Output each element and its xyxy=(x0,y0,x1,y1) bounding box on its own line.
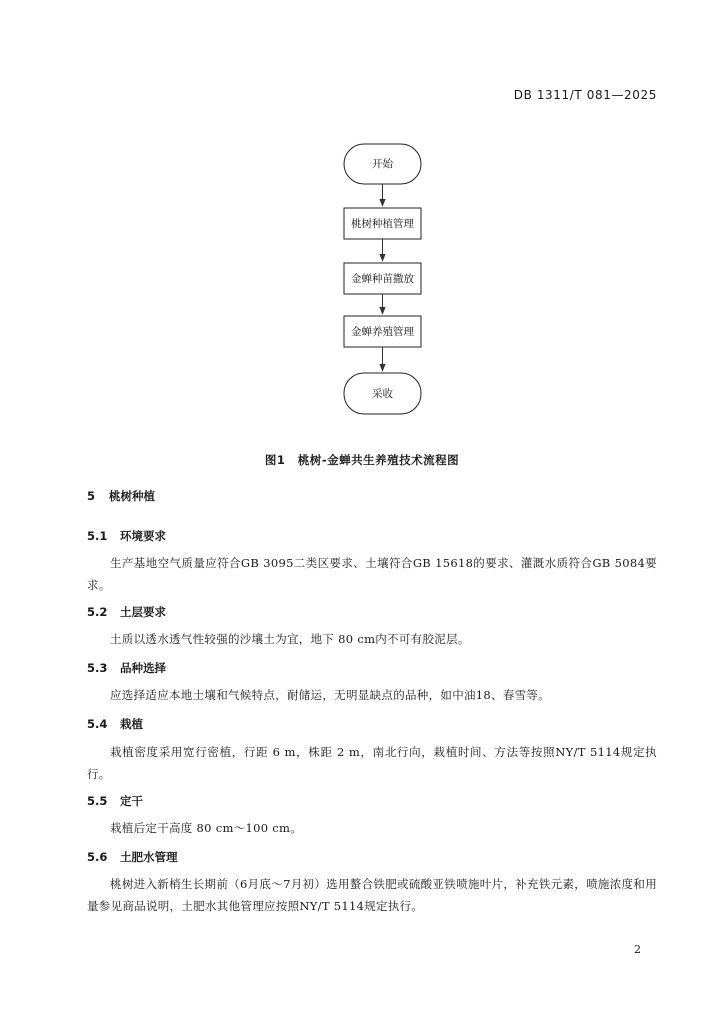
flow-step-label: 金蝉养殖管理 xyxy=(351,326,414,338)
subsection-heading xyxy=(87,793,143,809)
section-title: 桃树种植 xyxy=(109,489,155,503)
page-number: 2 xyxy=(634,943,641,956)
figure-caption xyxy=(0,452,724,468)
flow-start-label: 开始 xyxy=(372,158,393,170)
subsection-number: 5.4 xyxy=(87,717,108,731)
subsection-title: 定干 xyxy=(120,794,143,808)
paragraph-environment: 生产基地空气质量应符合GB 3095二类区要求、土壤符合GB 15618的要求、灌溉水质符合GB 5084要求。 xyxy=(87,556,657,592)
subsection-title: 土层要求 xyxy=(120,605,166,619)
standard-number: DB 1311/T 081—2025 xyxy=(513,88,657,102)
subsection-heading xyxy=(87,604,166,620)
section-number: 5 xyxy=(87,489,96,503)
subsection-number: 5.1 xyxy=(87,529,108,543)
subsection-number: 5.2 xyxy=(87,605,108,619)
subsection-heading xyxy=(87,716,143,732)
flowchart xyxy=(0,0,724,440)
subsection-heading xyxy=(87,660,166,676)
flow-step-label: 金蝉种苗撒放 xyxy=(351,273,414,285)
flow-end-label: 采收 xyxy=(372,388,393,400)
figure-label: 图1 xyxy=(264,453,286,467)
subsection-heading xyxy=(87,528,166,544)
subsection-title: 环境要求 xyxy=(120,529,166,543)
subsection-title: 品种选择 xyxy=(120,661,166,675)
figure-title: 桃树-金蝉共生养殖技术流程图 xyxy=(297,453,460,467)
subsection-number: 5.6 xyxy=(87,850,108,864)
paragraph-soil-layer: 土质以透水透气性较强的沙壤土为宜，地下 80 cm内不可有胶泥层。 xyxy=(110,632,470,646)
subsection-number: 5.5 xyxy=(87,794,108,808)
subsection-title: 栽植 xyxy=(120,717,143,731)
flow-step-label: 桃树种植管理 xyxy=(351,218,414,230)
paragraph-trunk-height: 栽植后定干高度 80 cm～100 cm。 xyxy=(110,821,303,835)
paragraph-planting: 栽植密度采用宽行密植，行距 6 m，株距 2 m，南北行向，栽植时间、方法等按照NY/T 5114规定执行。 xyxy=(87,745,657,781)
subsection-heading xyxy=(87,849,178,865)
paragraph-soil-fertilizer-water: 桃树进入新梢生长期前（6月底～7月初）选用螯合铁肥或硫酸亚铁喷施叶片，补充铁元素，喷施浓度和用量参见商品说明，土肥水其他管理应按照NY/T 5114规定执行。 xyxy=(87,877,657,913)
paragraph-variety: 应选择适应本地土壤和气候特点，耐储运，无明显缺点的品种，如中油18、春雪等。 xyxy=(110,688,551,702)
subsection-number: 5.3 xyxy=(87,661,108,675)
subsection-title: 土肥水管理 xyxy=(120,850,178,864)
section-5-heading xyxy=(87,488,155,504)
